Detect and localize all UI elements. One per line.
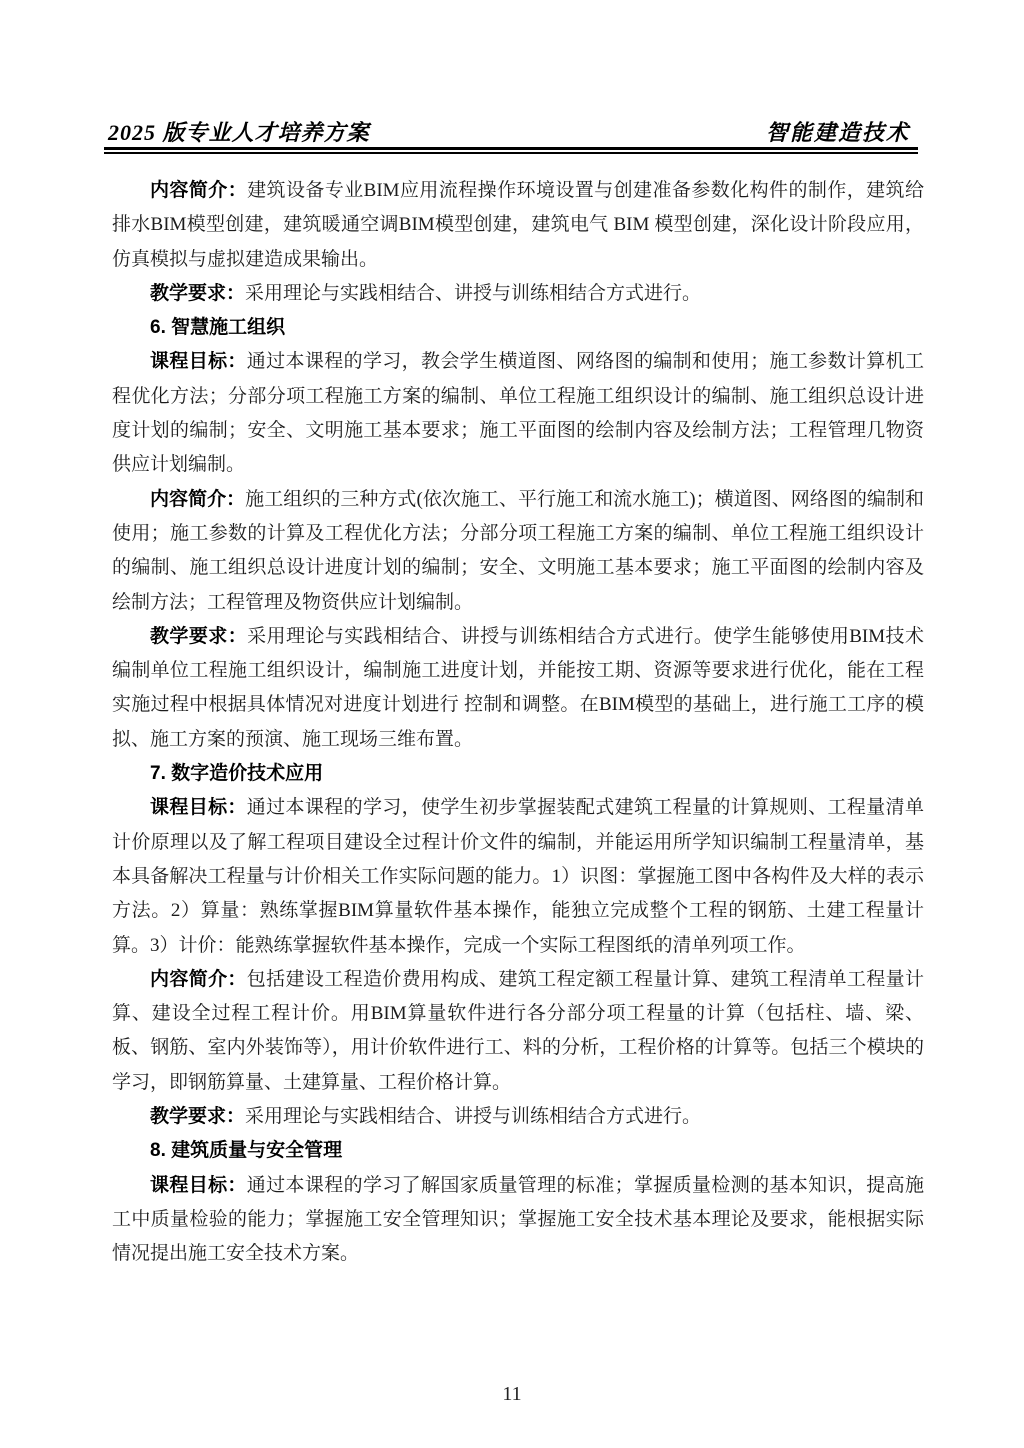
paragraph-teaching-req-5	[112, 277, 924, 311]
paragraph-label: 教学要求：	[150, 1106, 246, 1128]
paragraph-teaching-req-7	[112, 1100, 924, 1134]
paragraph-text: 通过本课程的学习了解国家质量管理的标准；掌握质量检测的基本知识，提高施工中质量检验的能力；掌握施工安全管理知识；掌握施工安全技术基本理论及要求，能根据实际情况提出施工安全技术方案。	[112, 1174, 924, 1265]
paragraph-content-intro-6	[112, 483, 924, 620]
paragraph-label: 课程目标：	[150, 351, 247, 373]
paragraph-label: 内容简介：	[150, 968, 247, 990]
paragraph-teaching-req-6	[112, 620, 924, 757]
header-right-title: 智能建造技术	[765, 120, 910, 145]
section-heading-6: 6. 智慧施工组织	[150, 317, 286, 339]
paragraph-label: 课程目标：	[150, 797, 247, 819]
paragraph-text: 包括建设工程造价费用构成、建筑工程定额工程量计算、建筑工程清单工程量计算、建设全过程工程计价。用BIM算量软件进行各分部分项工程量的计算（包括柱、墙、梁、板、钢筋、室内外装饰等），用计价软件进行工、料的分析，工程价格的计算等。包括三个模块的学习，即钢筋算量、土建算量、工程价格计算。	[112, 968, 924, 1093]
paragraph-label: 教学要求：	[150, 625, 248, 647]
paragraph-course-goal-7	[112, 791, 924, 962]
paragraph-label: 课程目标：	[150, 1174, 247, 1196]
section-heading-8: 8. 建筑质量与安全管理	[150, 1140, 343, 1162]
paragraph-text: 通过本课程的学习，使学生初步掌握装配式建筑工程量的计算规则、工程量清单计价原理以及了解工程项目建设全过程计价文件的编制，并能运用所学知识编制工程量清单，基本具备解决工程量与计价相关工作实际问题的能力。1）识图：掌握施工图中各构件及大样的表示方法。2）算量：熟练掌握BIM算量软件基本操作，能独立完成整个工程的钢筋、土建工程量计算。3）计价：能熟练掌握软件基本操作，完成一个实际工程图纸的清单列项工作。	[112, 797, 924, 956]
paragraph-text: 采用理论与实践相结合、讲授与训练相结合方式进行。	[245, 282, 702, 304]
header-rule-top	[104, 147, 918, 150]
paragraph-label: 内容简介：	[150, 180, 248, 201]
paragraph-content-intro-5	[112, 174, 924, 277]
paragraph-course-goal-8	[112, 1169, 924, 1272]
page-number: 11	[502, 1383, 522, 1405]
paragraph-course-goal-6	[112, 345, 924, 482]
page-header	[108, 116, 910, 147]
document-body	[112, 174, 924, 1272]
header-double-rule	[104, 147, 918, 154]
paragraph-text: 建筑设备专业BIM应用流程操作环境设置与创建准备参数化构件的制作，建筑给排水BIM模型创建，建筑暖通空调BIM模型创建，建筑电气 BIM 模型创建，深化设计阶段应用，仿真模拟与虚拟建造成果输出。	[112, 180, 924, 270]
section-heading-7: 7. 数字造价技术应用	[150, 763, 324, 785]
paragraph-text: 通过本课程的学习，教会学生横道图、网络图的编制和使用；施工参数计算机工程优化方法；分部分项工程施工方案的编制、单位工程施工组织设计的编制、施工组织总设计进度计划的编制；安全、文明施工基本要求；施工平面图的绘制内容及绘制方法；工程管理几物资供应计划编制。	[112, 351, 924, 476]
paragraph-label: 内容简介：	[150, 488, 246, 510]
paragraph-content-intro-7	[112, 963, 924, 1100]
page-footer	[0, 1383, 1024, 1406]
paragraph-text: 采用理论与实践相结合、讲授与训练相结合方式进行。使学生能够使用BIM技术编制单位工程施工组织设计，编制施工进度计划，并能按工期、资源等要求进行优化，能在工程实施过程中根据具体情况对进度计划进行 控制和调整。在BIM模型的基础上，进行施工工序的模拟、施工方案的预演、施工现场三维布置。	[112, 625, 924, 750]
header-left-title: 2025 版专业人才培养方案	[108, 120, 370, 145]
paragraph-text: 采用理论与实践相结合、讲授与训练相结合方式进行。	[245, 1106, 702, 1128]
paragraph-text: 施工组织的三种方式(依次施工、平行施工和流水施工)；横道图、网络图的编制和使用；施工参数的计算及工程优化方法；分部分项工程施工方案的编制、单位工程施工组织设计的编制、施工组织总设计进度计划的编制；安全、文明施工基本要求；施工平面图的绘制内容及绘制方法；工程管理及物资供应计划编制。	[112, 488, 924, 613]
paragraph-label: 教学要求：	[150, 282, 246, 304]
header-rule-bottom	[104, 152, 918, 154]
